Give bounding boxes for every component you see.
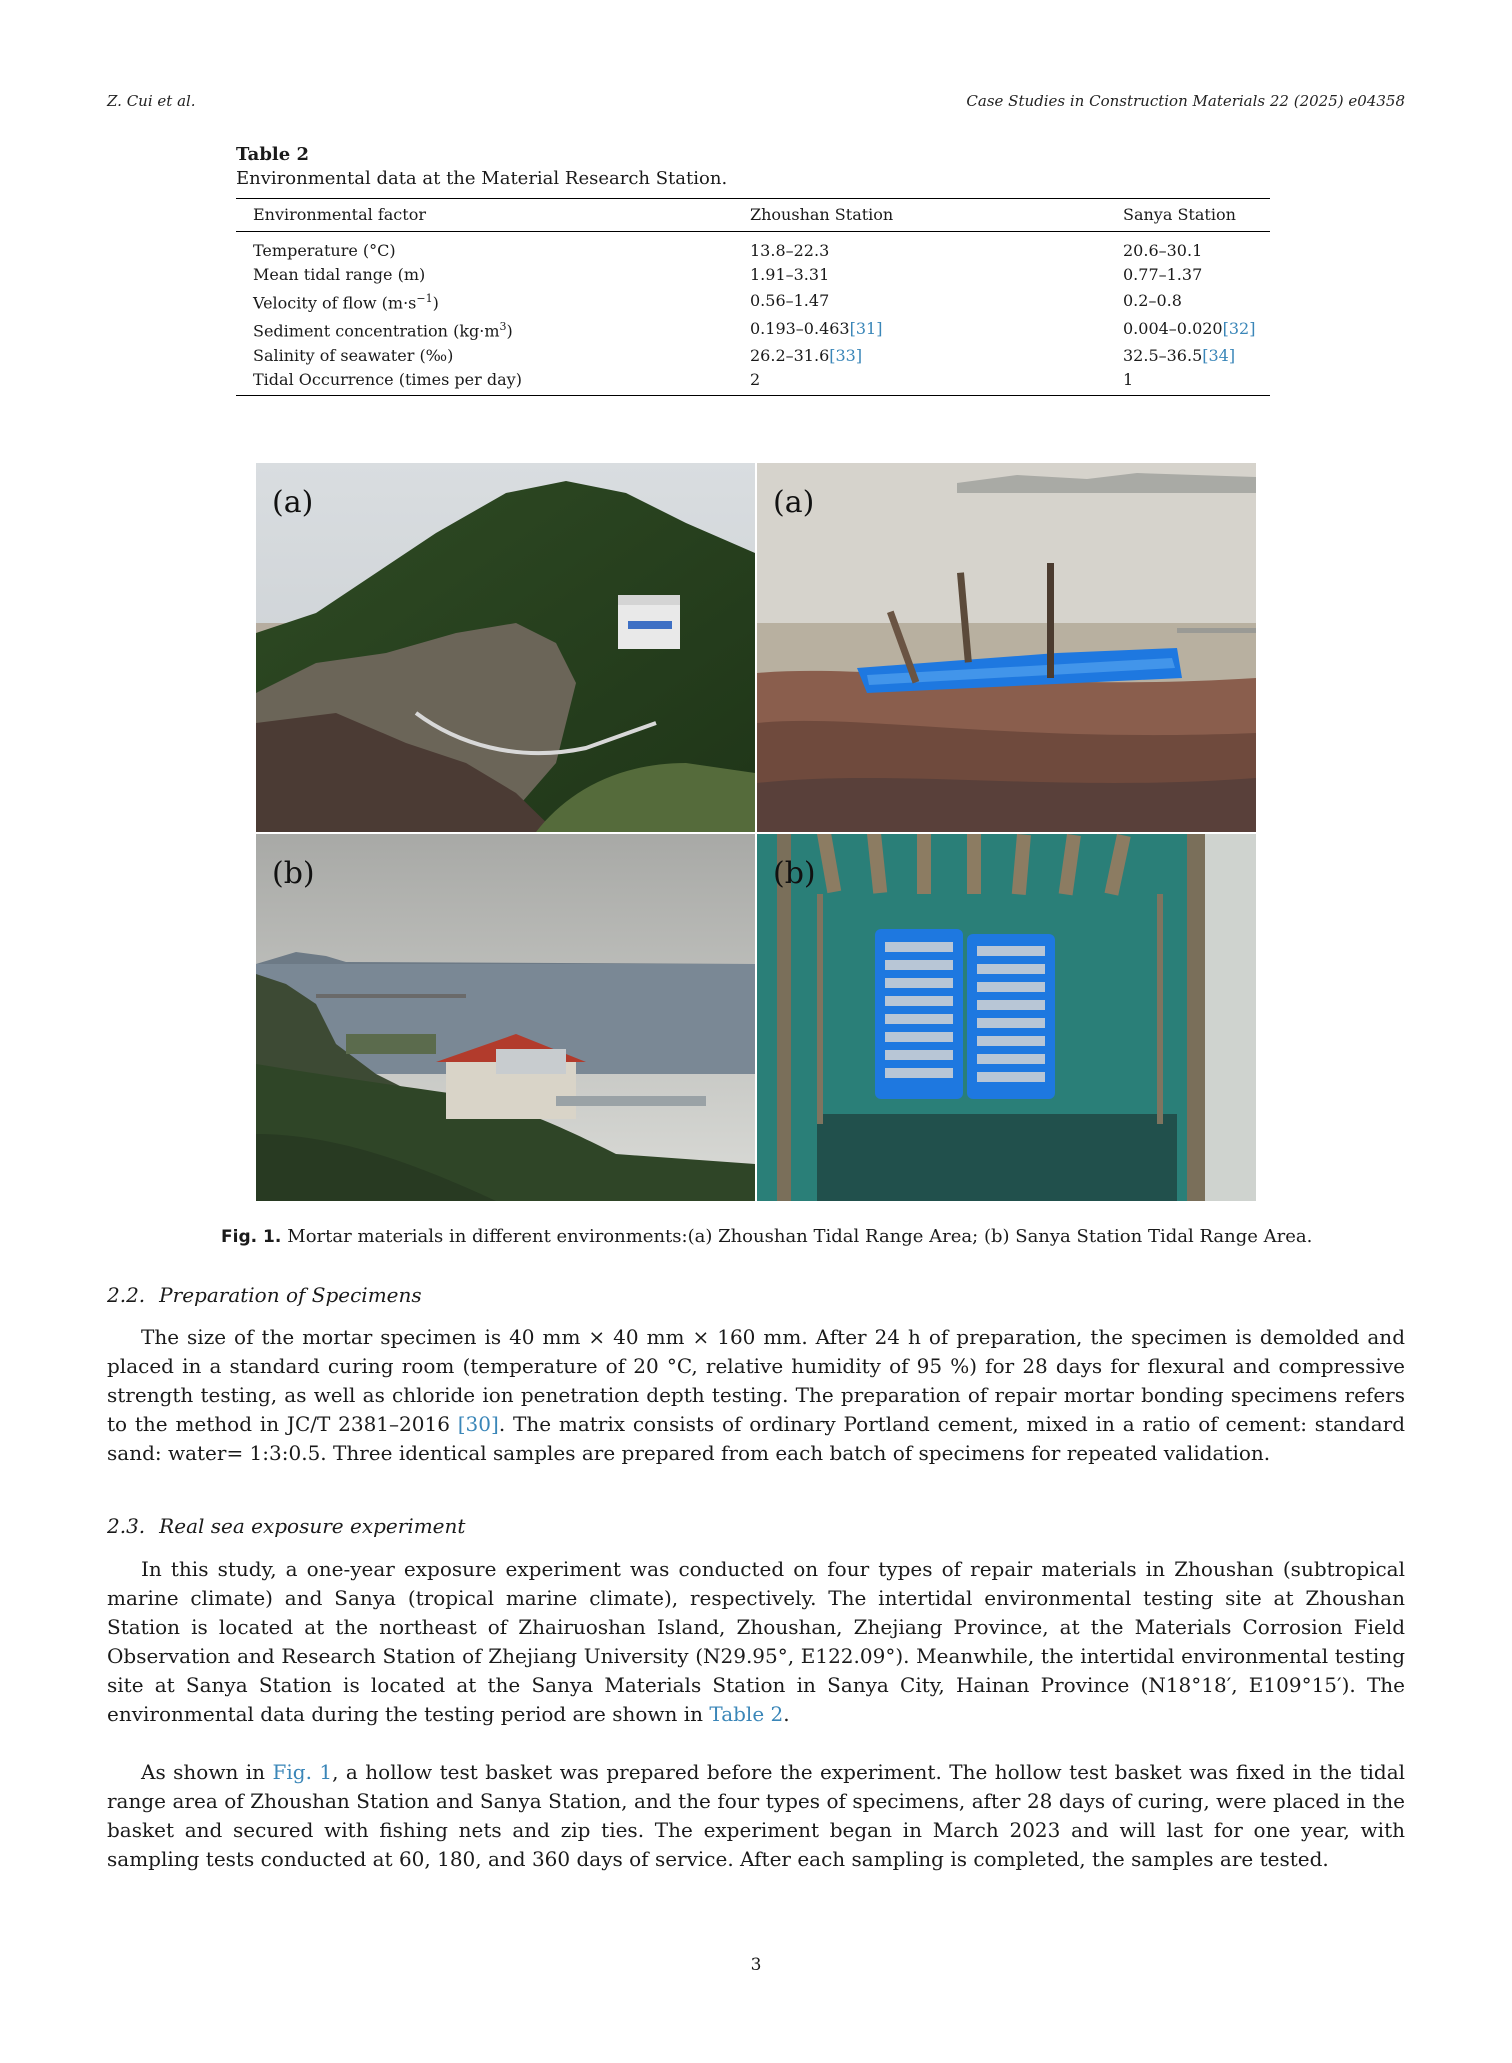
table-caption: Environmental data at the Material Research Station. [236, 168, 728, 189]
section-number: 2.3. [107, 1514, 146, 1538]
paragraph-text: , a hollow test basket was prepared before the experiment. The hollow test basket was fixed in the tidal range area of Zhoushan Station and Sanya Station, and the four types of specimens, after 28 days of curing, were placed in the basket and secured with fishing nets and zip ties. The experiment began in March 2023 and will last for one year, with sampling tests conducted at 60, 180, and 360 days of service. After each sampling is completed, the samples are tested. [107, 1760, 1406, 1871]
cell-zhoushan: 13.8–22.3 [750, 241, 830, 260]
section-title: Preparation of Specimens [159, 1283, 422, 1307]
panel-label-b-left: (b) [272, 856, 315, 891]
cell-factor: Salinity of seawater (‰) [253, 345, 454, 365]
table-header-row [236, 199, 1270, 232]
section-number: 2.2. [107, 1283, 146, 1307]
paragraph-text: In this study, a one-year exposure experiment was conducted on four types of repair materials in Zhoushan (subtropical marine climate) and Sanya (tropical marine climate), respectively. The intertidal environmental testing site at Zhoushan Station is located at the northeast of Zhairuoshan Island, Zhoushan, Zhejiang Province, at the Materials Corrosion Field Observation and Research Station of Zhejiang University (N29.95°, E122.09°). Meanwhile, the intertidal environmental testing site at Sanya Station is located at the Sanya Materials Station in Sanya City, Hainan Province (N18°18′, E109°15′). The environmental data during the testing period are shown in [107, 1557, 1405, 1726]
photo-zhoushan-tidal-basket [757, 463, 1256, 832]
paragraph-text: . The matrix consists of ordinary Portland cement, mixed in a ratio of cement: standard sand: water= 1:3:0.5. Three identical samples are prepared from each batch of specimens for repeated validation. [107, 1412, 1405, 1465]
photo-zhoushan-hillside [256, 463, 755, 832]
paragraph-text: As shown in [141, 1760, 273, 1784]
paragraph-text: . [783, 1702, 790, 1726]
section-title: Real sea exposure experiment [159, 1514, 466, 1538]
cell-sanya: 1 [1106, 368, 1270, 396]
column-header-sanya: Sanya Station [1106, 199, 1270, 232]
table-row [236, 263, 1270, 287]
page-number: 3 [750, 1955, 762, 1975]
table-row [236, 344, 1270, 368]
citation-link[interactable]: [33] [829, 345, 863, 365]
cell-zhoushan: 0.193–0.463[31] [750, 319, 883, 339]
paragraph-specimen-prep [107, 1323, 1405, 1468]
citation-link[interactable]: [30] [457, 1412, 499, 1436]
cell-factor: Velocity of flow $(m\cdot s^{-1})$ [253, 292, 439, 313]
cell-zhoushan: 0.56–1.47 [750, 291, 830, 311]
running-header-journal: Case Studies in Construction Materials 22 (2025) e04358 [966, 92, 1405, 110]
cell-sanya: 32.5–36.5[34] [1123, 345, 1236, 365]
photo-sanya-basket [757, 834, 1256, 1201]
cell-sanya: 0.2–0.8 [1123, 291, 1182, 311]
paragraph-test-basket [107, 1758, 1405, 1874]
table-row [236, 315, 1270, 343]
cell-factor: Tidal Occurrence (times per day) [236, 368, 733, 396]
cell-sanya: 20.6–30.1 [1123, 241, 1203, 260]
table-row [236, 368, 1270, 396]
section-heading-2-2 [107, 1283, 436, 1307]
cell-factor: Mean tidal range (m) [253, 265, 426, 284]
figure-link[interactable]: Fig. 1 [272, 1760, 333, 1784]
panel-label-a-left: (a) [272, 485, 314, 520]
figure-caption [221, 1226, 1312, 1247]
citation-link[interactable]: [31] [849, 319, 883, 339]
figure-1 [256, 463, 1256, 1201]
cell-zhoushan: 26.2–31.6[33] [750, 345, 863, 365]
paragraph-exposure-sites [107, 1555, 1405, 1729]
column-header-zhoushan: Zhoushan Station [733, 199, 1106, 232]
table-link[interactable]: Table 2 [709, 1702, 784, 1726]
section-heading-2-3 [107, 1514, 479, 1538]
table-row [236, 232, 1270, 264]
cell-factor: Sediment concentration $(kg\cdot m^3)$ [253, 320, 513, 341]
cell-factor: Temperature (°C) [253, 241, 396, 260]
table-2 [236, 144, 1270, 396]
running-header-authors: Z. Cui et al. [107, 92, 196, 110]
citation-link[interactable]: [32] [1222, 319, 1256, 339]
figure-caption-text: Mortar materials in different environments:(a) Zhoushan Tidal Range Area; (b) Sanya Station Tidal Range Area. [287, 1226, 1313, 1247]
cell-sanya: 0.77–1.37 [1123, 265, 1203, 284]
environmental-data-table [236, 198, 1270, 396]
table-title: Table 2 [236, 144, 310, 165]
table-row [236, 287, 1270, 315]
cell-zhoushan: 2 [733, 368, 1106, 396]
paragraph-text: The size of the mortar specimen is 40 mm × 40 mm × 160 mm. After 24 h of preparation, the specimen is demolded and placed in a standard curing room (temperature of 20 °C, relative humidity of 95 %) for 28 days for flexural and compressive strength testing, as well as chloride ion penetration depth testing. The preparation of repair mortar bonding specimens refers to the method in JC/T 2381–2016 [107, 1325, 1405, 1436]
column-header-factor: Environmental factor [236, 199, 733, 232]
photo-sanya-station [256, 834, 755, 1201]
panel-label-a-right: (a) [773, 485, 815, 520]
cell-sanya: 0.004–0.020[32] [1123, 319, 1256, 339]
citation-link[interactable]: [34] [1202, 345, 1236, 365]
figure-caption-label: Fig. 1. [221, 1227, 282, 1247]
cell-zhoushan: 1.91–3.31 [750, 265, 830, 284]
panel-label-b-right: (b) [773, 856, 816, 891]
